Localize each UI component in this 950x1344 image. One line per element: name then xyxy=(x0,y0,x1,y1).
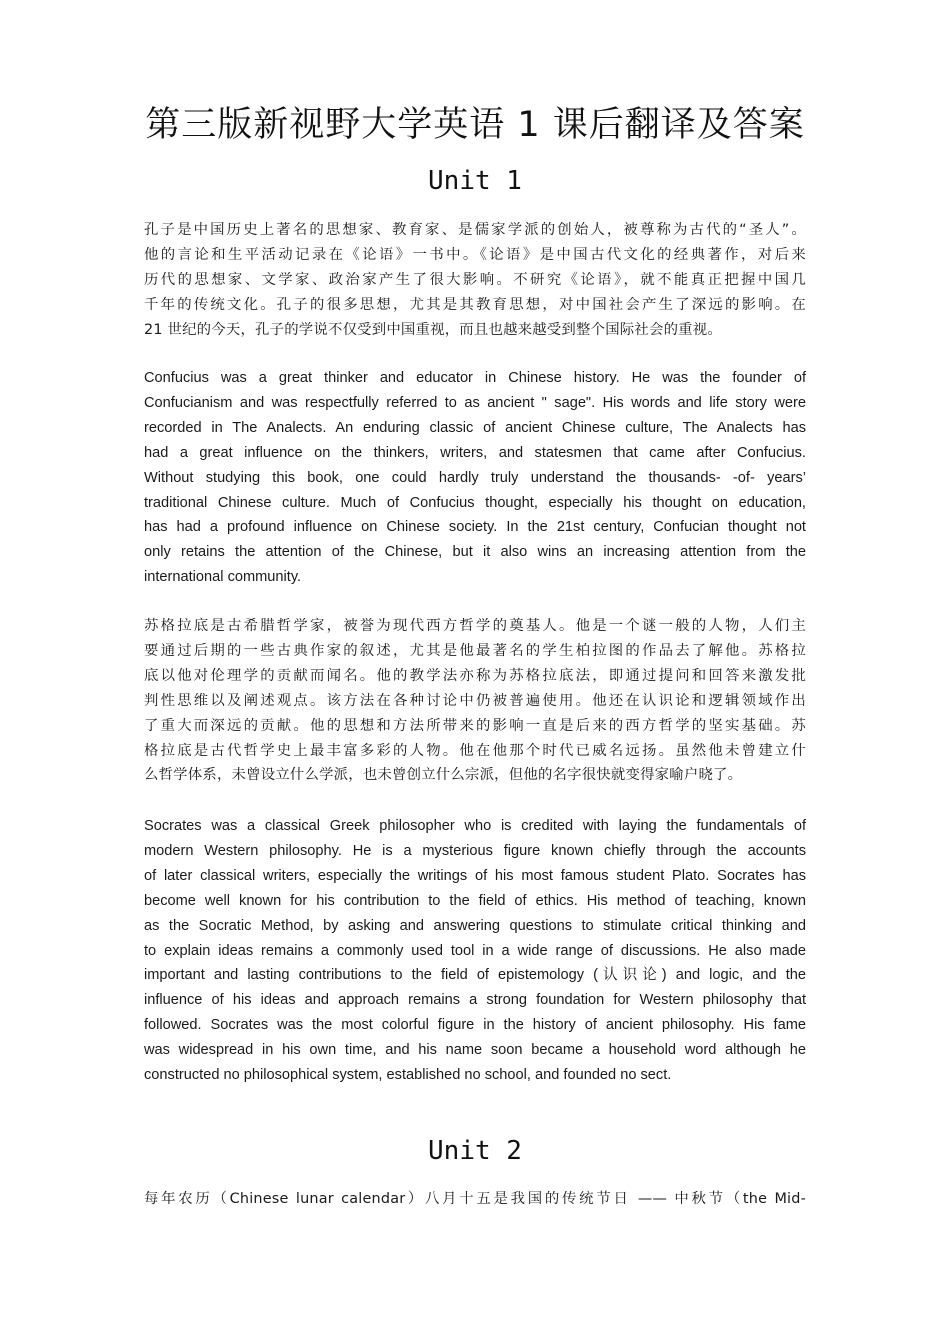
text-line: 每年农历（Chinese lunar calendar）八月十五是我国的传统节日 —— 中秋节（the Mid- xyxy=(144,1191,806,1207)
document-title: 第三版新视野大学英语 1 课后翻译及答案 xyxy=(145,105,805,145)
text-line: 要通过后期的一些古典作家的叙述，尤其是他最著名的学生柏拉图的作品去了解他。苏格拉 xyxy=(144,642,806,659)
text-line: important and lasting contributions to the field of epistemology (认识论) and logic, and the xyxy=(144,967,806,984)
text-line: modern Western philosophy. He is a mysterious figure known chiefly through the accounts xyxy=(144,842,806,859)
text-line: Without studying this book, one could hardly truly understand the thousands- -of- years’ xyxy=(144,469,806,486)
unit-1-heading: Unit 1 xyxy=(428,166,522,196)
text-line: 历代的思想家、文学家、政治家产生了很大影响。不研究《论语》，就不能真正把握中国几 xyxy=(144,271,806,288)
unit-1-passage-2-chinese xyxy=(144,614,806,788)
text-line: 么哲学体系，未曾设立什么学派，也未曾创立什么宗派，但他的名字很快就变得家喻户晓了。 xyxy=(144,767,743,784)
text-line: 格拉底是古代哲学史上最丰富多彩的人物。他在他那个时代已威名远扬。虽然他未曾建立什 xyxy=(144,742,806,759)
text-line: 21 世纪的今天，孔子的学说不仅受到中国重视，而且也越来越受到整个国际社会的重视。 xyxy=(144,321,722,338)
text-line: as the Socratic Method, by asking and answering questions to stimulate critical thinking and xyxy=(144,917,806,934)
text-line: 他的言论和生平活动记录在《论语》一书中。《论语》是中国古代文化的经典著作，对后来 xyxy=(144,246,806,263)
text-line: 了重大而深远的贡献。他的思想和方法所带来的影响一直是后来的西方哲学的坚实基础。苏 xyxy=(144,717,806,734)
text-line: influence of his ideas and approach remains a strong foundation for Western philosophy that xyxy=(144,992,806,1009)
unit-1-passage-1-chinese xyxy=(144,218,806,343)
text-line: recorded in The Analects. An enduring classic of ancient Chinese culture, The Analects has xyxy=(144,419,806,436)
text-line: 千年的传统文化。孔子的很多思想，尤其是其教育思想，对中国社会产生了深远的影响。在 xyxy=(144,296,806,313)
text-line: international community. xyxy=(144,569,302,586)
unit-1-passage-2-english xyxy=(144,814,806,1088)
text-line: Confucius was a great thinker and educator in Chinese history. He was the founder of xyxy=(144,370,806,386)
text-line: 判性思维以及阐述观点。该方法在各种讨论中仍被普遍使用。他还在认识论和逻辑领域作出 xyxy=(144,692,806,709)
text-line: constructed no philosophical system, established no school, and founded no sect. xyxy=(144,1067,672,1084)
text-line: traditional Chinese culture. Much of Confucius thought, especially his thought on education, xyxy=(144,494,806,511)
text-line: was widespread in his own time, and his name soon became a household word although he xyxy=(144,1042,806,1059)
text-line: to explain ideas remains a commonly used tool in a wide range of discussions. He also made xyxy=(144,942,806,959)
text-line: 苏格拉底是古希腊哲学家，被誉为现代西方哲学的奠基人。他是一个谜一般的人物，人们主 xyxy=(144,618,806,634)
text-line: had a great influence on the thinkers, writers, and statesmen that came after Confucius. xyxy=(144,444,806,461)
text-line: become well known for his contribution to the field of ethics. His method of teaching, known xyxy=(144,892,806,909)
text-line: only retains the attention of the Chinese, but it also wins an increasing attention from the xyxy=(144,544,806,561)
text-line: followed. Socrates was the most colorful figure in the history of ancient philosophy. His fame xyxy=(144,1017,806,1034)
unit-2-passage-1-chinese xyxy=(144,1187,806,1212)
text-line: Confucianism and was respectfully referred to as ancient " sage". His words and life story were xyxy=(144,394,806,411)
text-line: 底以他对伦理学的贡献而闻名。他的教学法亦称为苏格拉底法，即通过提问和回答来激发批 xyxy=(144,667,806,684)
text-line: of later classical writers, especially the writings of his most famous student Plato. Socrates has xyxy=(144,867,806,884)
unit-2-heading: Unit 2 xyxy=(428,1136,522,1166)
text-line: 孔子是中国历史上著名的思想家、教育家、是儒家学派的创始人，被尊称为古代的“圣人”。 xyxy=(144,222,806,238)
text-line: Socrates was a classical Greek philosopher who is credited with laying the fundamentals of xyxy=(144,818,806,834)
unit-1-passage-1-english xyxy=(144,366,806,590)
text-line: has had a profound influence on Chinese society. In the 21st century, Confucian thought not xyxy=(144,519,806,536)
